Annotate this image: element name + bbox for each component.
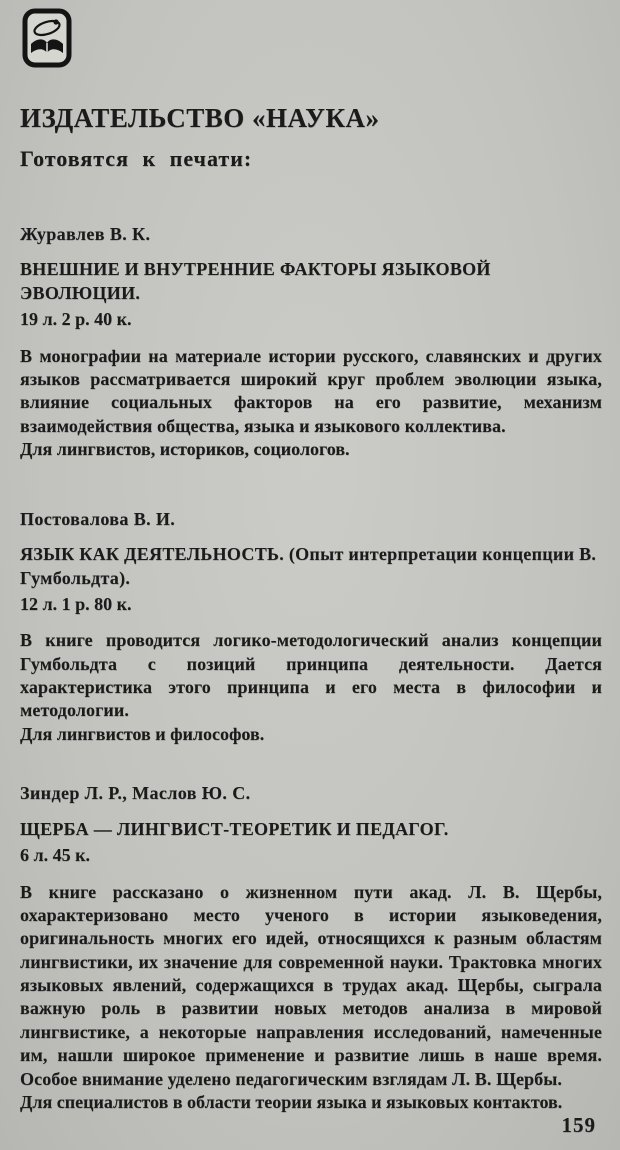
book-description: В монографии на материале истории русского, славянских и других языков рассматривается широкий круг проблем эволюции языка, влияние социальных факторов на его развитие, механизм взаимодействия общества, языка и языкового коллектива. [20, 345, 602, 436]
book-author: Журавлев В. К. [20, 223, 151, 244]
book-audience: Для специалистов в области теории языка и языковых контактов. [20, 1092, 563, 1113]
book-author: Зиндер Л. Р., Маслов Ю. С. [20, 783, 251, 804]
book-audience: Для лингвистов, историков, социологов. [20, 439, 350, 460]
book-entry [20, 223, 602, 462]
book-author: Постовалова В. И. [20, 508, 176, 529]
book-audience: Для лингвистов и философов. [20, 723, 265, 744]
book-price-details: 19 л. 2 р. 40 к. [20, 309, 132, 330]
publisher-header: ИЗДАТЕЛЬСТВО «НАУКА» [20, 103, 380, 133]
book-entry [20, 508, 602, 747]
book-price-details: 6 л. 45 к. [20, 845, 90, 866]
book-title: ЯЗЫК КАК ДЕЯТЕЛЬНОСТЬ. (Опыт интерпретации концепции В. Гумбольдта). [20, 544, 597, 588]
publisher-logo-icon [22, 8, 72, 68]
book-price-details: 12 л. 1 р. 80 к. [20, 593, 132, 614]
book-description: В книге проводится логико-методологический анализ концепции Гумбольдта с позиций принципа деятельности. Дается характеристика этого принципа и его места в философии и методологии. [20, 630, 602, 721]
book-description: В книге рассказано о жизненном пути акад. Л. В. Щербы, охарактеризовано место ученого в истории языковедения, оригинальность многих его идей, относящихся к разным областям лингвистики, их значение для современной науки. Трактовка многих языковых явлений, содержащихся в трудах акад. Щербы, сыграла важную роль в развитии новых методов анализа в мировой лингвистике, а некоторые направления исследований, намеченные им, нашли широкое применение и развитие лишь в наше время. Особое внимание уделено педагогическим взглядам Л. В. Щербы. [20, 881, 602, 1089]
book-title: ЩЕРБА — ЛИНГВИСТ-ТЕОРЕТИК И ПЕДАГОГ. [20, 818, 449, 839]
book-entry [20, 782, 602, 1114]
book-title: ВНЕШНИЕ И ВНУТРЕННИЕ ФАКТОРЫ ЯЗЫКОВОЙ ЭВОЛЮЦИИ. [20, 259, 491, 303]
page-number: 159 [561, 1113, 596, 1137]
section-subtitle: Готовятся к печати: [20, 145, 253, 171]
